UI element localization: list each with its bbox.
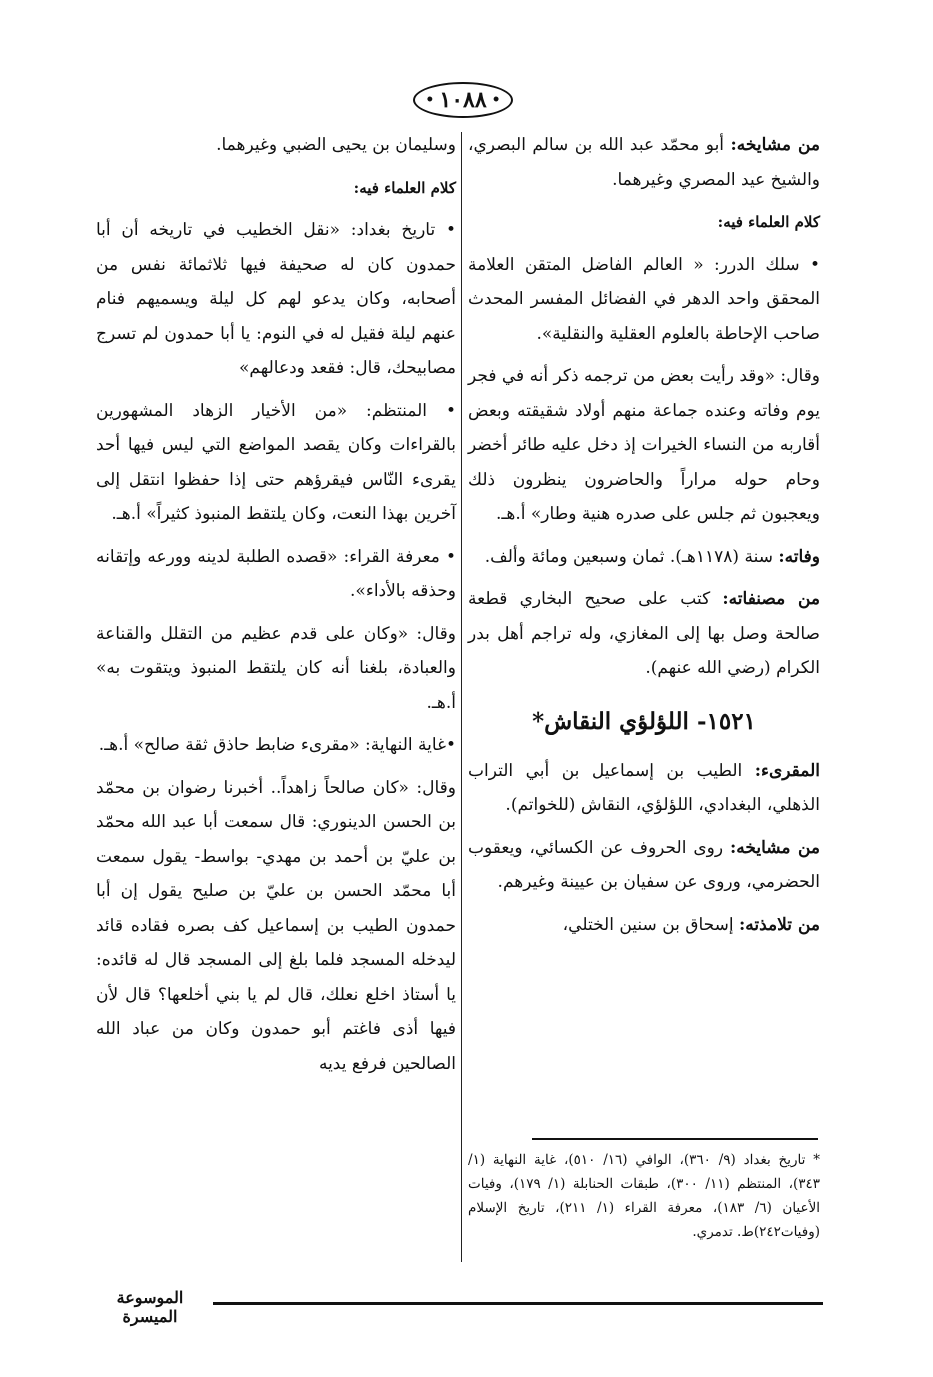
footer-title: الموسوعة الميسرة	[116, 1288, 184, 1326]
left-column	[96, 128, 456, 1089]
page-number	[413, 82, 513, 118]
column-divider	[461, 132, 462, 1262]
label-teachers: من مشايخه:	[729, 837, 820, 858]
paragraph	[468, 754, 820, 823]
paragraph: وقال: «كان صالحاً زاهداً.. أخبرنا رضوان بن محمّد بن الحسن الدينوري: قال سمعت أبا عبد الله محمّد بن عليّ بن أحمد بن مهدي- بواسط- يقول سمعت أبا محمّد الحسن بن عليّ بن صليح يقول إن أبا حمدون الطيب بن إسماعيل كف بصره فقاده قائد ليدخله المسجد فلما بلغ إلى المسجد قال له قائده: يا أستاذ اخلع نعلك، قال لم يا بني أخلعها؟ قال لأن فيها أذى فاغتم أبو حمدون وكان من عباد الله الصالحين فرفع يديه	[96, 777, 456, 1074]
label-teachers: من مشايخه:	[730, 135, 821, 155]
paragraph	[468, 908, 820, 943]
paragraph-text: كتب على صحيح البخاري قطعة صالحة وصل بها إلى المغازي، وله تراجم أهل بدر الكرام (رضي الله عنهم).	[468, 589, 820, 678]
footnote-divider	[532, 1138, 818, 1140]
label-students: من تلامذته:	[739, 914, 820, 935]
label-reciter: المقرىء:	[754, 760, 820, 781]
paragraph-text: إسحاق بن سنين الختلي،	[562, 914, 734, 935]
label-works: من مصنفاته:	[722, 589, 821, 609]
section-heading: كلام العلماء فيه:	[717, 213, 820, 231]
paragraph: • معرفة القراء: «قصده الطلبة لدينه وورعه وإتقانه وحذقه بالأداء».	[96, 546, 456, 601]
entry-title: ١٥٢١- اللؤلؤي النقاش*	[532, 707, 756, 735]
paragraph	[468, 582, 820, 686]
right-column	[468, 128, 820, 950]
paragraph	[468, 128, 820, 197]
footer-rule	[213, 1302, 823, 1305]
paragraph-text: أبو محمّد عبد الله بن سالم البصري، والشيخ عيد المصري وغيرهما.	[468, 135, 820, 190]
paragraph: •غاية النهاية: «مقرىء ضابط حاذق ثقة صالح» أ.هـ.	[98, 735, 456, 755]
paragraph: وقال: «وكان على قدم عظيم من التقلل والقناعة والعبادة، بلغنا أنه كان يلتقط المنبوذ ويتقوت به» أ.هـ.	[96, 623, 456, 713]
paragraph: وسليمان بن يحيى الضبي وغيرهما.	[216, 135, 456, 155]
footnote: * تاريخ بغداد (٩/ ٣٦٠)، الوافي (١٦/ ٥١٠)، غاية النهاية (١/ ٣٤٣)، المنتظم (١١/ ٣٠٠)، طبقات الحنابلة (١/ ١٧٩)، وفيات الأعيان (٦/ ١٨٣)، معرفة القراء (١/ ٢١١)، تاريخ الإسلام (وفيات٢٤٢)ط. تدمري.	[468, 1152, 821, 1240]
paragraph: • المنتظم: «من الأخيار الزهاد المشهورين بالقراءات وكان يقصد المواضع التي ليس فيها أحد يقرىء النّاس فيقرؤهم حتى إذا حفظوا انتقل إلى آخرين بهذا النعت، وكان يلتقط المنبوذ كثيراً» أ.هـ.	[96, 400, 456, 524]
paragraph-text: سنة (١١٧٨هـ). ثمان وسبعين ومائة وألف.	[484, 546, 773, 567]
label-death: وفاته:	[778, 546, 820, 567]
paragraph	[468, 540, 820, 575]
page-number-text: • ١٠٨٨	[439, 87, 487, 113]
paragraph-text: روى الحروف عن الكسائي، ويعقوب الحضرمي، وروى عن سفيان بن عيينة وغيرهم.	[468, 837, 820, 892]
paragraph: • تاريخ بغداد: «نقل الخطيب في تاريخه أن أبا حمدون كان له صحيفة فيها ثلاثمائة نفس من أصحابه، وكان يدعو لهم كل ليلة ويسميهم فنام عنهم ليلة فقيل له في النوم: يا أبا حمدون لم تسرج مصابيحك، قال: فقعد ودعالهم»	[96, 220, 456, 378]
paragraph	[468, 831, 820, 900]
paragraph: وقال: «وقد رأيت بعض من ترجمه ذكر أنه في فجر يوم وفاته وعنده جماعة منهم أولاد شقيقته وبعض أقاربه من النساء الخيرات إذ دخل عليه طائر أخضر وحام حوله مراراً والحاضرون ينظرون ذلك ويعجبون ثم جلس على صدره هنية وطار» أ.هـ.	[467, 366, 820, 524]
section-heading: كلام العلماء فيه:	[353, 178, 456, 197]
paragraph-text: الطيب بن إسماعيل بن أبي التراب الذهلي، البغدادي، اللؤلؤي، النقاش (للخواتم).	[468, 760, 820, 815]
paragraph: • سلك الدرر: « العالم الفاضل المتقن العلامة المحقق واحد الدهر في الفضائل المفسر المحدث صاحب الإحاطة بالعلوم العقلية والنقلية».	[468, 254, 820, 344]
